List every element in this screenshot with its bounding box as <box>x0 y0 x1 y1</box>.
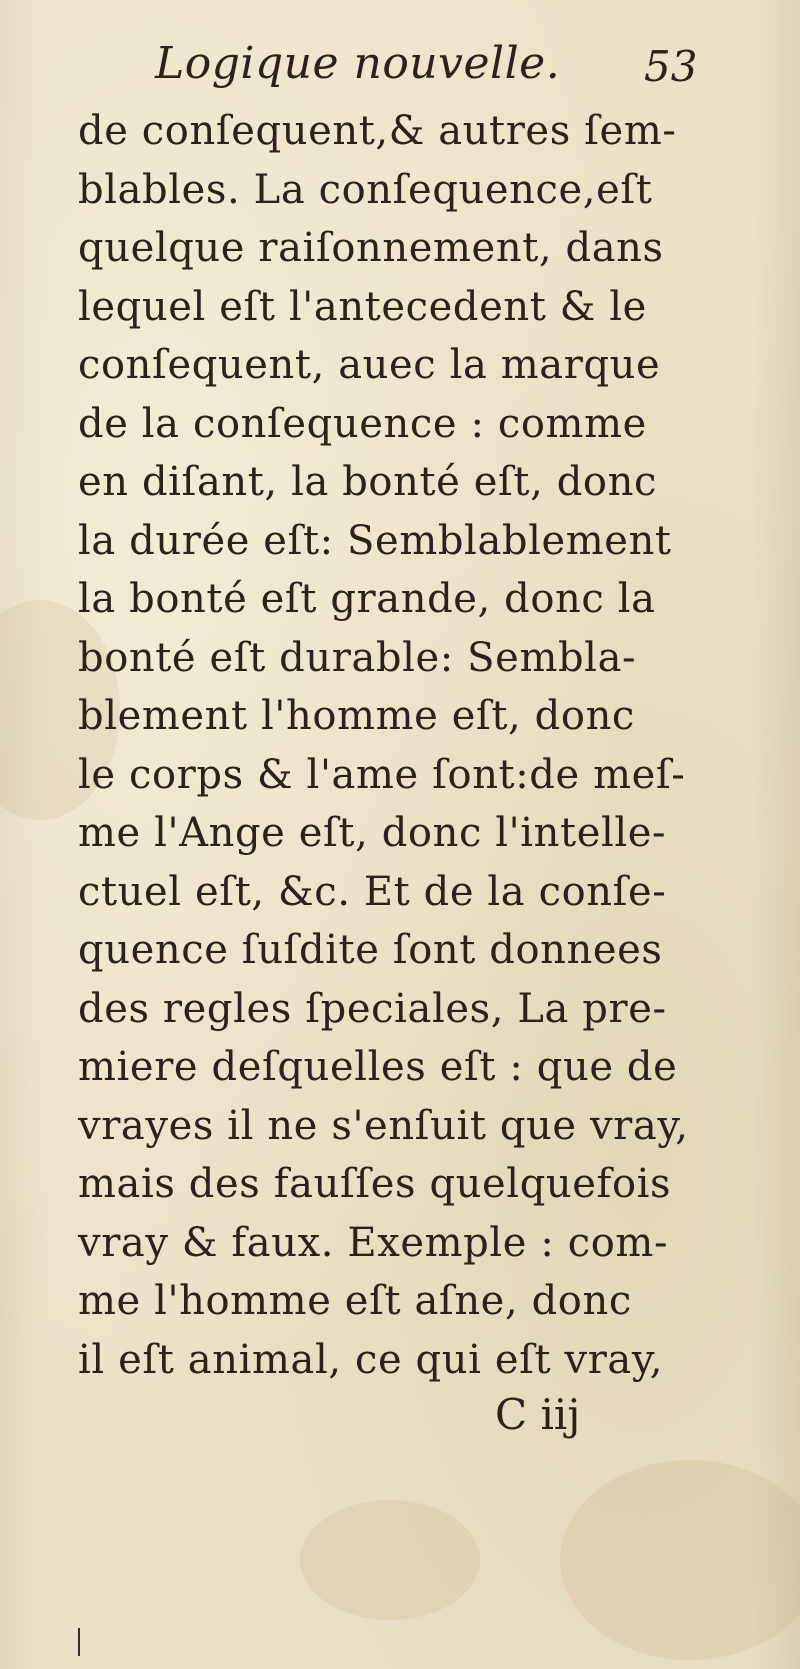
text-line: conſequent, auec la marque <box>78 342 661 388</box>
text-line: bonté eſt durable: Sembla- <box>78 634 637 681</box>
running-title: Logique nouvelle. <box>155 38 561 89</box>
paper-stain <box>300 1500 480 1620</box>
text-line: de conſequent,& autres ſem- <box>78 108 677 154</box>
text-line: la bonté eſt grande, donc la <box>78 576 656 622</box>
page-number: 53 <box>644 42 698 91</box>
text-line: en diſant, la bonté eſt, donc <box>78 459 657 505</box>
text-line: blement l'homme eſt, donc <box>78 693 635 739</box>
body-text <box>78 102 718 1389</box>
text-line: la durée eſt: Semblablement <box>78 517 672 564</box>
text-line: me l'homme eſt aſne, donc <box>78 1278 632 1324</box>
signature-mark: C iij <box>495 1390 581 1439</box>
text-line: de la conſequence : comme <box>78 400 647 447</box>
text-line: miere deſquelles eſt : que de <box>78 1044 678 1090</box>
text-line: quence ſuſdite ſont donnees <box>78 927 663 973</box>
text-line: quelque raiſonnement, dans <box>78 225 664 271</box>
text-line: mais des fauſſes quelquefois <box>78 1161 672 1207</box>
paper-stain <box>560 1460 800 1660</box>
text-line: blables. La conſequence,eſt <box>78 166 653 213</box>
text-line: me l'Ange eſt, donc l'intelle- <box>78 810 667 856</box>
text-line: lequel eſt l'antecedent & le <box>78 283 647 330</box>
text-line: des regles ſpeciales, La pre- <box>78 985 667 1032</box>
text-line: le corps & l'ame ſont:de meſ- <box>78 751 686 798</box>
text-line: il eſt animal, ce qui eſt vray, <box>78 1336 664 1383</box>
text-line: ctuel eſt, &c. Et de la conſe- <box>78 868 667 915</box>
page-header <box>0 38 800 98</box>
text-line: vray & faux. Exemple : com- <box>78 1219 669 1266</box>
margin-tick <box>78 1628 80 1656</box>
text-line: vrayes il ne s'enſuit que vray, <box>78 1102 689 1149</box>
